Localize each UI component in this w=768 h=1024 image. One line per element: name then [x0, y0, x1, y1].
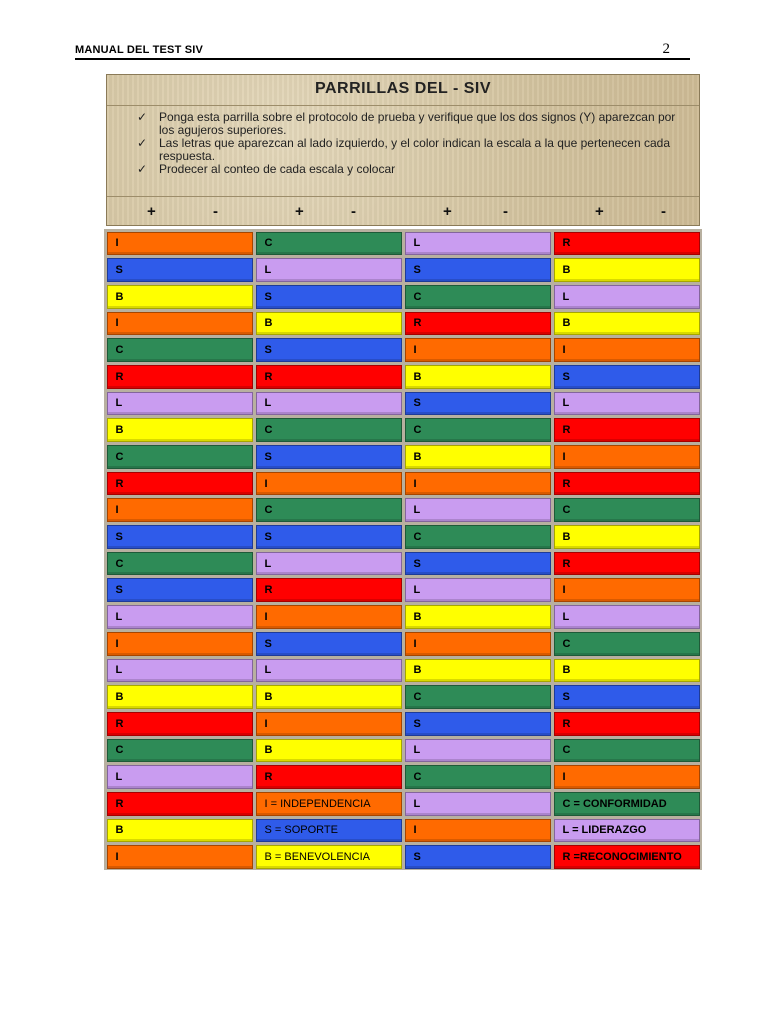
grid-cell: S — [256, 285, 402, 309]
grid-cell: L — [107, 392, 253, 416]
grid-cell: S — [256, 445, 402, 469]
grid-cell: L — [554, 392, 700, 416]
grid-cell: S — [405, 845, 551, 869]
grid-cell: L — [405, 232, 551, 256]
grid-cell: C — [256, 232, 402, 256]
grid-cell: R — [554, 232, 700, 256]
grid-cell: B — [107, 685, 253, 709]
minus-sign: - — [503, 203, 508, 220]
grid-cell: L — [107, 605, 253, 629]
check-icon: ✓ — [137, 136, 148, 150]
grid-cell: S — [554, 365, 700, 389]
grid-cell: I — [554, 338, 700, 362]
grid-cell: I — [256, 712, 402, 736]
sign-bar — [107, 196, 699, 227]
grid-cell: L — [256, 552, 402, 576]
grid-cell: I — [554, 578, 700, 602]
instruction-item — [137, 137, 687, 163]
legend-cell: L = LIDERAZGO — [554, 819, 700, 843]
grid-cell: I — [554, 765, 700, 789]
grid-cell: B — [405, 365, 551, 389]
instruction-item — [137, 111, 687, 137]
plus-sign: + — [295, 203, 304, 220]
grid-cell: B — [256, 312, 402, 336]
grid-cell: S — [405, 552, 551, 576]
grid-cell: R — [554, 472, 700, 496]
grid-cell: C — [554, 498, 700, 522]
plus-sign: + — [595, 203, 604, 220]
grid-cell: R — [107, 365, 253, 389]
grid-cell: B — [554, 258, 700, 282]
grid-cell: C — [405, 525, 551, 549]
grid-cell: L — [107, 765, 253, 789]
legend-cell: R =RECONOCIMIENTO — [554, 845, 700, 869]
grid-cell: I — [107, 232, 253, 256]
grid-cell: R — [256, 765, 402, 789]
legend-cell: C = CONFORMIDAD — [554, 792, 700, 816]
grid-cell: L — [554, 285, 700, 309]
grid-cell: L — [405, 792, 551, 816]
grid-cell: R — [405, 312, 551, 336]
grid-cell: S — [405, 712, 551, 736]
grid-cell: L — [256, 392, 402, 416]
grid-cell: I — [107, 312, 253, 336]
check-icon: ✓ — [137, 110, 148, 124]
instruction-item — [137, 163, 687, 176]
answer-grid — [104, 229, 702, 870]
grid-cell: C — [107, 338, 253, 362]
grid-cell: S — [256, 525, 402, 549]
grid-cell: R — [107, 472, 253, 496]
grid-cell: C — [405, 765, 551, 789]
plus-sign: + — [443, 203, 452, 220]
grid-cell: S — [405, 258, 551, 282]
grid-cell: L — [405, 578, 551, 602]
grid-cell: L — [256, 258, 402, 282]
grid-cell: I — [405, 338, 551, 362]
grid-cell: I — [405, 819, 551, 843]
legend-cell: I = INDEPENDENCIA — [256, 792, 402, 816]
grid-cell: R — [554, 418, 700, 442]
grid-cell: I — [554, 445, 700, 469]
grid-cell: B — [107, 418, 253, 442]
grid-cell: B — [554, 312, 700, 336]
grid-cell: L — [405, 739, 551, 763]
grid-cell: C — [405, 418, 551, 442]
grid-cell: B — [107, 285, 253, 309]
manual-title: MANUAL DEL TEST SIV — [75, 44, 204, 56]
grid-cell: C — [107, 739, 253, 763]
panel-title: PARRILLAS DEL - SIV — [314, 80, 492, 97]
grid-cell: B — [256, 685, 402, 709]
instruction-text: Las letras que aparezcan al lado izquierdo, y el color indican la escala a la que pertenecen cada respuesta. — [159, 136, 670, 163]
grid-cell: L — [256, 659, 402, 683]
grid-cell: L — [554, 605, 700, 629]
instruction-list — [137, 111, 687, 176]
grid-cell: B — [554, 659, 700, 683]
minus-sign: - — [351, 203, 356, 220]
grid-cell: C — [405, 685, 551, 709]
grid-cell: S — [107, 525, 253, 549]
grid-cell: I — [107, 845, 253, 869]
grid-cell: C — [256, 418, 402, 442]
grid-cell: R — [256, 365, 402, 389]
grid-cell: C — [107, 552, 253, 576]
grid-cell: B — [256, 739, 402, 763]
grid-cell: C — [554, 632, 700, 656]
check-icon: ✓ — [137, 162, 148, 176]
grid-cell: B — [405, 605, 551, 629]
page-number: 2 — [662, 41, 670, 57]
grid-cell: C — [256, 498, 402, 522]
grid-cell: R — [107, 712, 253, 736]
grid-cell: L — [107, 659, 253, 683]
grid-cell: R — [107, 792, 253, 816]
grid-cell: S — [554, 685, 700, 709]
grid-cell: S — [256, 632, 402, 656]
grid-cell: C — [107, 445, 253, 469]
grid-cell: I — [107, 498, 253, 522]
grid-cell: R — [554, 712, 700, 736]
grid-cell: I — [405, 632, 551, 656]
grid-cell: R — [554, 552, 700, 576]
page-header — [75, 41, 690, 60]
grid-cell: B — [107, 819, 253, 843]
grid-cell: I — [256, 605, 402, 629]
plus-sign: + — [147, 203, 156, 220]
instructions-panel — [106, 74, 700, 226]
grid-cell: B — [405, 445, 551, 469]
grid-cell: R — [256, 578, 402, 602]
grid-cell: S — [107, 258, 253, 282]
legend-cell: S = SOPORTE — [256, 819, 402, 843]
grid-cell: L — [405, 498, 551, 522]
grid-cell: B — [554, 525, 700, 549]
grid-cell: I — [256, 472, 402, 496]
instruction-text: Ponga esta parrilla sobre el protocolo de prueba y verifique que los dos signos (Y) aparezcan por los agujeros superiores. — [159, 110, 676, 137]
grid-cell: I — [405, 472, 551, 496]
legend-cell: B = BENEVOLENCIA — [256, 845, 402, 869]
grid-cell: S — [107, 578, 253, 602]
grid-cell: C — [405, 285, 551, 309]
grid-cell: I — [107, 632, 253, 656]
minus-sign: - — [661, 203, 666, 220]
instruction-text: Prodecer al conteo de cada escala y colocar — [159, 162, 396, 176]
grid-cell: C — [554, 739, 700, 763]
grid-cell: S — [405, 392, 551, 416]
minus-sign: - — [213, 203, 218, 220]
grid-cell: S — [256, 338, 402, 362]
grid-cell: B — [405, 659, 551, 683]
